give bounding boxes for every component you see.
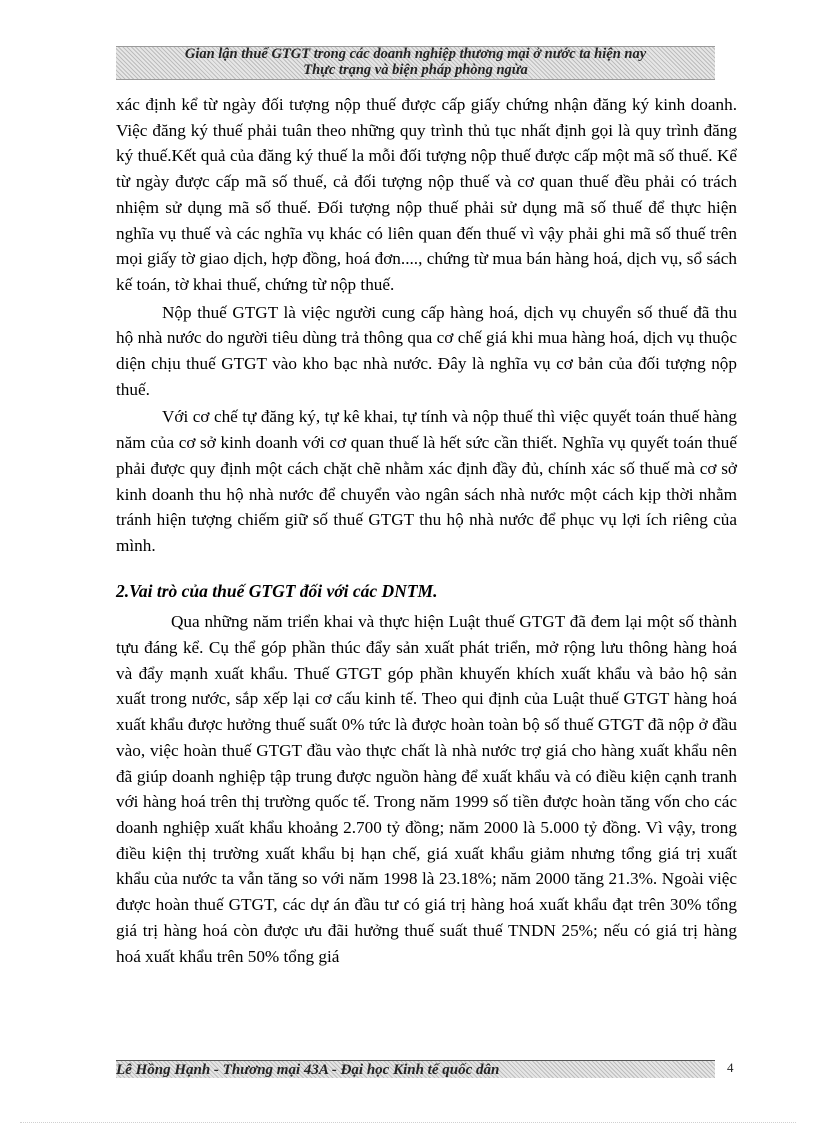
paragraph-1: xác định kể từ ngày đối tượng nộp thuế được cấp giấy chứng nhận đăng ký kinh doanh. Việc đăng ký thuế phải tuân theo những quy trình thủ tục nhất định gọi là quy trình đăng ký thuế.Kết quả của đăng ký thuế la mỗi đối tượng nộp thuế được cấp một mã số thuế. Kể từ ngày được cấp mã số thuế, cả đối tượng nộp thuế và cơ quan thuế đều phải có trách nhiệm sử dụng mã số thuế. Đối tượng nộp thuế phải sử dụng mã số thuế để thực hiện nghĩa vụ thuế và các nghĩa vụ khác có liên quan đến thuế vì vậy phải ghi mã số thuế trên mọi giấy tờ giao dịch, hợp đồng, hoá đơn...., chứng từ mua bán hàng hoá, dịch vụ, sổ sách kế toán, tờ khai thuế, chứng từ nộp thuế. <box>116 95 737 294</box>
paragraph-3: Với cơ chế tự đăng ký, tự kê khai, tự tính và nộp thuế thì việc quyết toán thuế hàng năm của cơ sở kinh doanh với cơ quan thuế là hết sức cần thiết. Nghĩa vụ quyết toán thuế phải được quy định một cách chặt chẽ nhằm xác định đầy đủ, chính xác số thuế mà cơ sở kinh doanh thu hộ nhà nước để chuyển vào ngân sách nhà nước một cách kịp thời nhằm tránh hiện tượng chiếm giữ số thuế GTGT thu hộ nhà nước để phục vụ lợi ích riêng của mình. <box>116 407 737 555</box>
page-number: 4 <box>727 1060 734 1075</box>
paragraph-2: Nộp thuế GTGT là việc người cung cấp hàng hoá, dịch vụ chuyển số thuế đã thu hộ nhà nước do người tiêu dùng trả thông qua cơ chế giá khi mua hàng hoá, dịch vụ thuộc diện chịu thuế GTGT vào kho bạc nhà nước. Đây là nghĩa vụ cơ bản của đối tượng nộp thuế. <box>116 302 737 399</box>
page-body <box>116 92 737 969</box>
header-title: Gian lận thuế GTGT trong các doanh nghiệp thương mại ở nước ta hiện nay <box>184 46 647 62</box>
section-heading: 2.Vai trò của thuế GTGT đối với các DNTM. <box>116 580 438 601</box>
section-paragraph: Qua những năm triển khai và thực hiện Luật thuế GTGT đã đem lại một số thành tựu đáng kể. Cụ thể góp phần thúc đẩy sản xuất phát triển, mở rộng lưu thông hàng hoá và đẩy mạnh xuất khẩu. Thuế GTGT góp phần khuyến khích xuất khẩu và bảo hộ sản xuất trong nước, sắp xếp lại cơ cấu kinh tế. Theo qui định của Luật thuế GTGT hàng hoá xuất khẩu được hưởng thuế suất 0% tức là được hoàn toàn bộ số thuế GTGT đã nộp ở đầu vào, việc hoàn thuế GTGT đầu vào thực chất là nhà nước trợ giá cho hàng xuất khẩu nên đã giúp doanh nghiệp tập trung được nguồn hàng để xuất khẩu và có điều kiện cạnh tranh với hàng hoá trên thị trường quốc tế. Trong năm 1999 số tiền được hoàn tăng vốn cho các doanh nghiệp xuất khẩu khoảng 2.700 tỷ đồng; năm 2000 là 5.000 tỷ đồng. Vì vậy, trong điều kiện thị trường xuất khẩu bị hạn chế, giá xuất khẩu giảm nhưng tổng giá trị xuất khẩu của nước ta vẫn tăng so với năm 1998 là 23.18%; năm 2000 tăng 21.3%. Ngoài việc được hoàn thuế GTGT, các dự án đầu tư có giá trị hàng hoá xuất khẩu đạt trên 30% tổng giá trị hàng hoá còn được ưu đãi hưởng thuế suất thuế TNDN 25%; nếu có giá trị hàng hoá xuất khẩu trên 50% tổng giá <box>116 612 737 966</box>
running-header <box>116 46 715 78</box>
header-subtitle: Thực trạng và biện pháp phòng ngừa <box>303 62 528 78</box>
footer-author: Lê Hồng Hạnh - Thương mại 43A - Đại học Kinh tế quốc dân <box>116 1062 500 1077</box>
